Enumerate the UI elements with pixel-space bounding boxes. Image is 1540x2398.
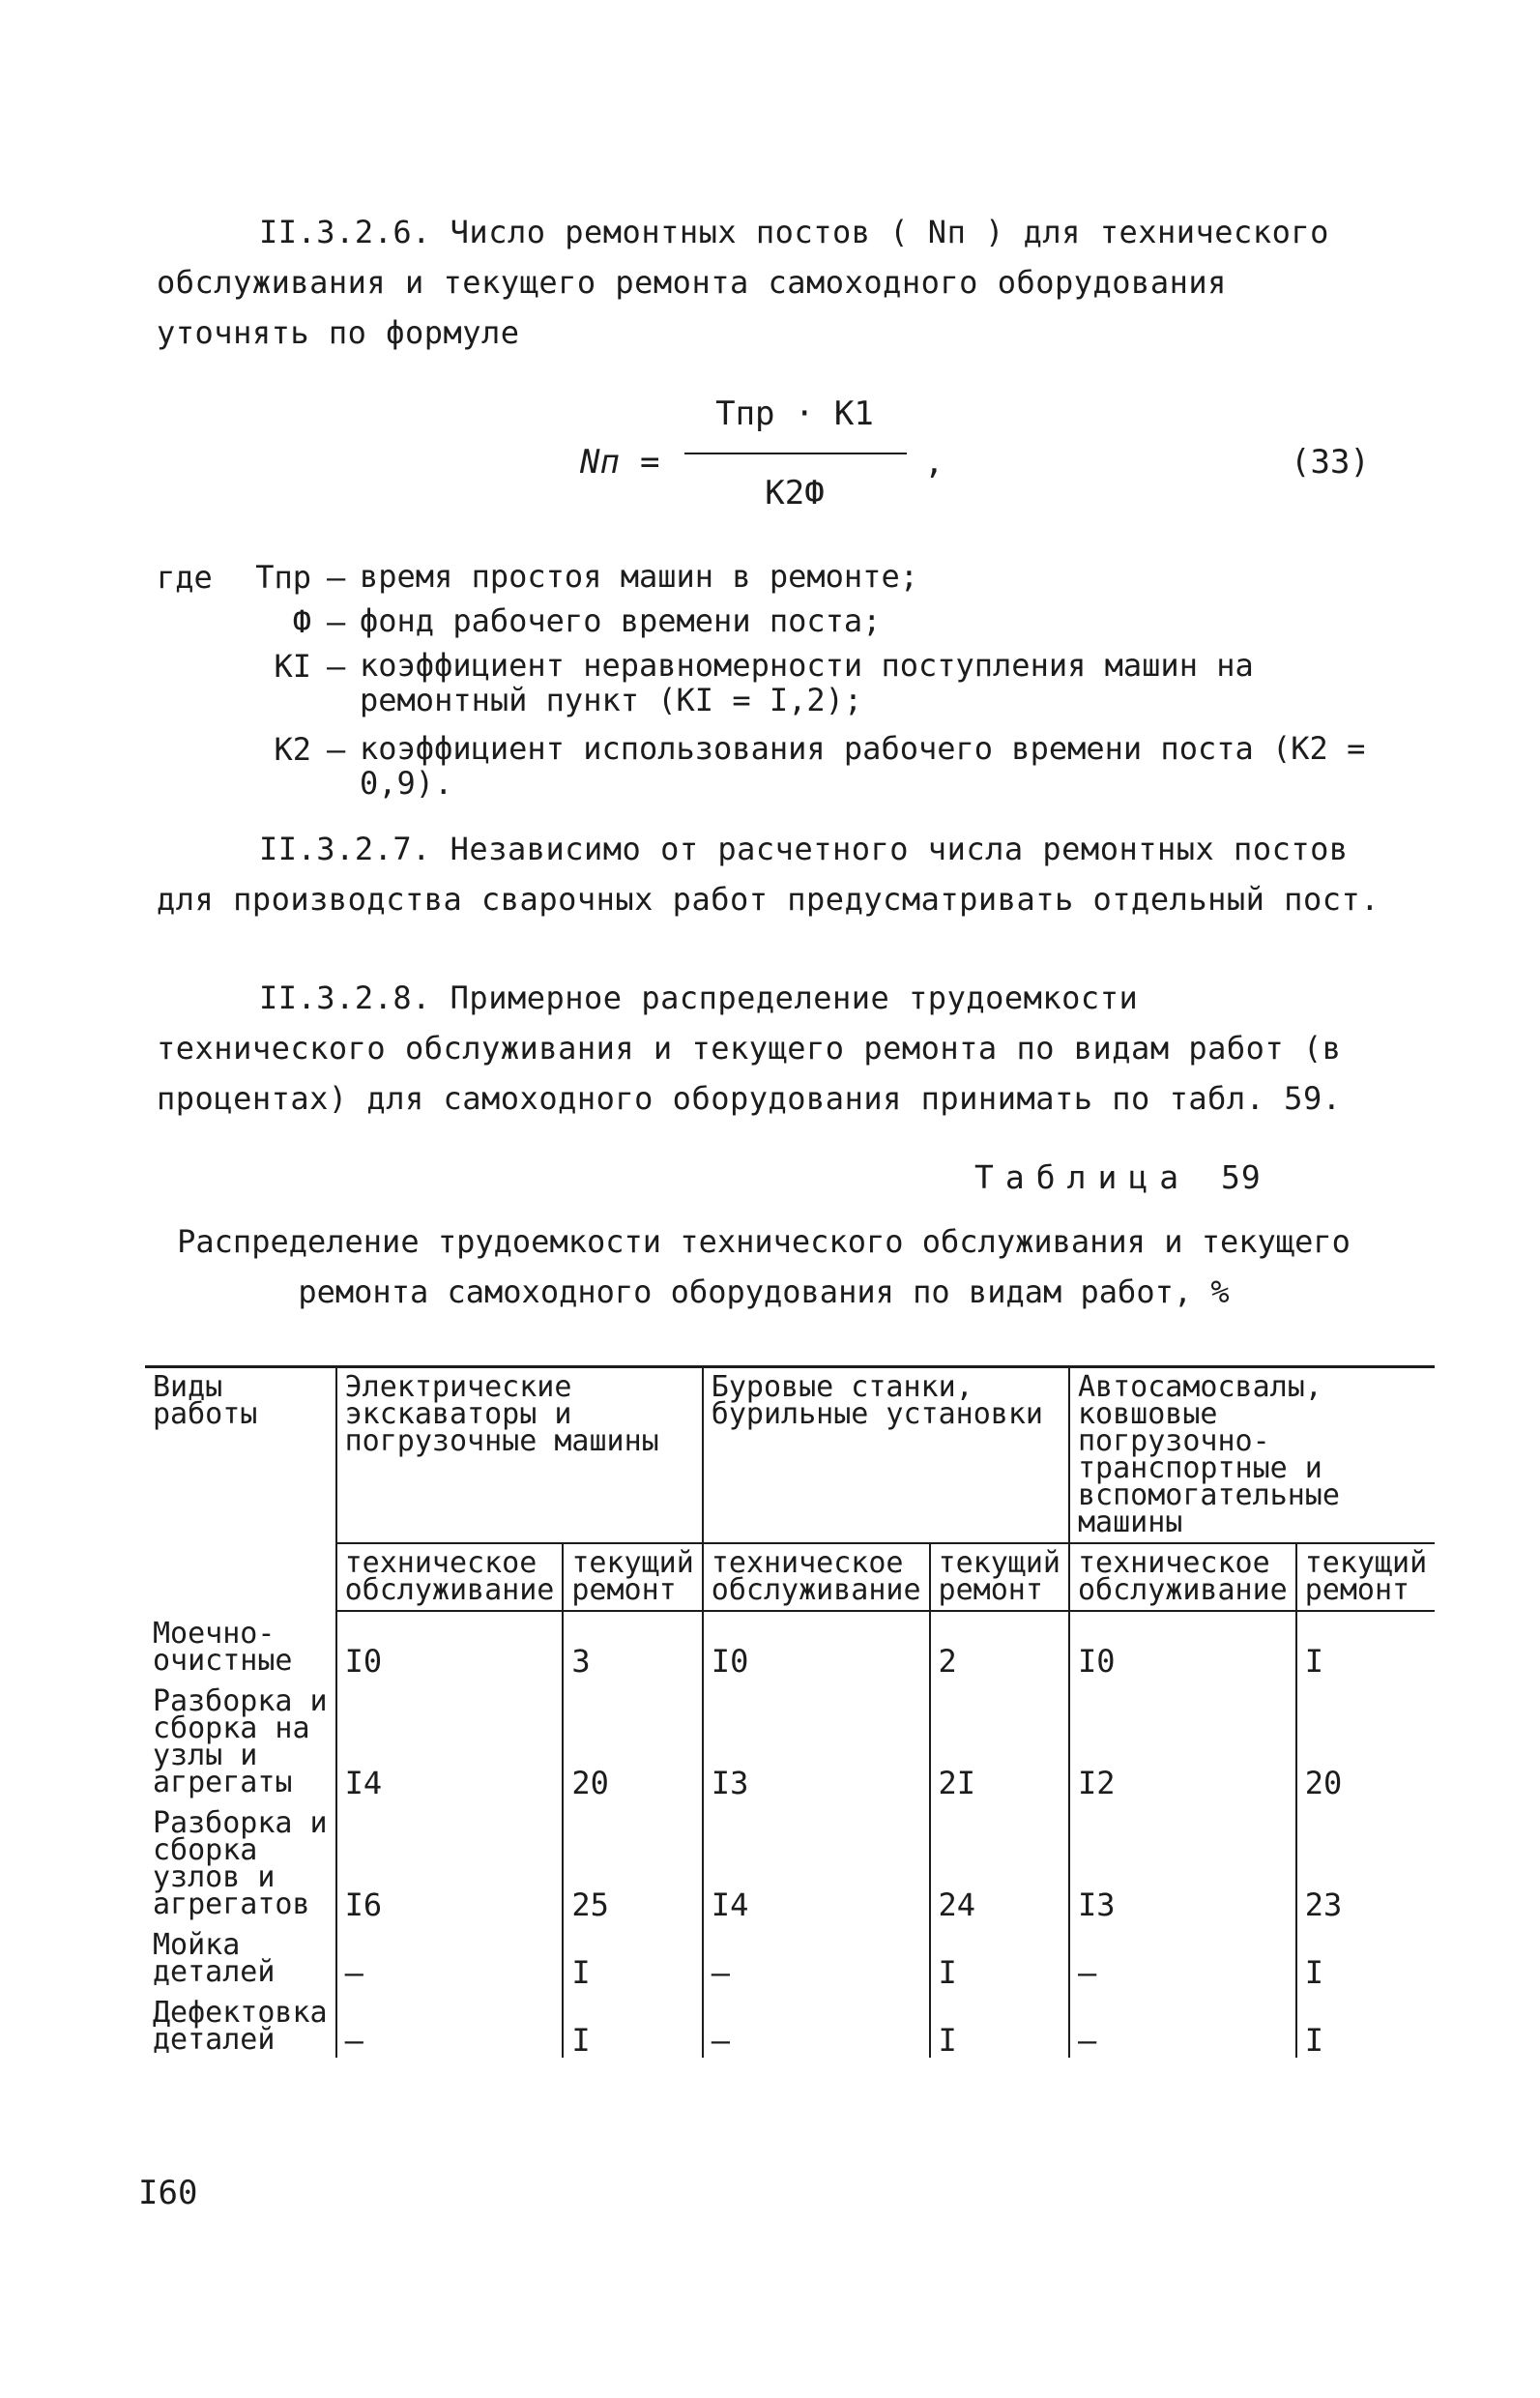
paragraph-11-3-2-8: II.3.2.8. Примерное распределение трудоемкости технического обслуживания и текущего ремонта по видам работ (в процентах) для самоходного оборудования принимать по табл. 59.: [157, 980, 1342, 1117]
table-cell: 24: [930, 1800, 1069, 1922]
fraction-bar: [684, 453, 907, 454]
table-cell: I4: [336, 1679, 564, 1800]
table-cell: I: [563, 1922, 702, 1990]
labor-distribution-table: [145, 1365, 1435, 2058]
row-name: Разборка и сборка узлов и агрегатов: [153, 1806, 328, 1921]
formula-legend: [157, 559, 1394, 814]
table-cell: I: [1296, 1922, 1435, 1990]
table-cell: 20: [563, 1679, 702, 1800]
table-cell: I: [1296, 1611, 1435, 1679]
row-name: Моечно-очистные: [153, 1617, 293, 1678]
sub-header: техническое обслуживание: [336, 1543, 564, 1611]
legend-symbol: КI: [274, 648, 311, 685]
table-cell: I6: [336, 1800, 564, 1922]
table-cell: I: [1296, 1990, 1435, 2058]
sub-header: текущий ремонт: [930, 1543, 1069, 1611]
paragraph-11-3-2-6: II.3.2.6. Число ремонтных постов ( Nп ) для технического обслуживания и текущего ремонта самоходного оборудования уточнять по формуле: [157, 214, 1329, 351]
page-number: I60: [138, 2174, 198, 2212]
formula-number: (33): [1291, 443, 1370, 482]
table-title: Распределение трудоемкости технического обслуживания и текущего ремонта самоходного оборудования по видам работ, %: [177, 1223, 1351, 1310]
table-cell: I0: [703, 1611, 930, 1679]
table-number: 59: [1220, 1158, 1262, 1196]
table-cell: 23: [1296, 1800, 1435, 1922]
table-cell: I3: [1069, 1800, 1296, 1922]
formula-lhs: Nп: [580, 443, 620, 482]
table-label: [974, 1158, 1262, 1196]
table-cell: I: [563, 1990, 702, 2058]
legend-symbol: Тпр: [255, 559, 311, 596]
formula-comma: ,: [924, 443, 944, 482]
legend-row: [157, 648, 1394, 731]
legend-symbol: Ф: [292, 603, 311, 640]
sub-header: текущий ремонт: [563, 1543, 702, 1611]
table-row: [145, 1922, 1435, 1990]
legend-row: [157, 559, 1394, 603]
table-cell: 2I: [930, 1679, 1069, 1800]
legend-text: фонд рабочего времени поста;: [360, 602, 882, 639]
row-name: Дефектовка деталей: [153, 1996, 328, 2057]
table-row: [145, 1990, 1435, 2058]
formula-33: [580, 395, 1392, 540]
table-corner-header: Виды работы: [145, 1367, 336, 1612]
table-cell: I3: [703, 1679, 930, 1800]
sub-header: текущий ремонт: [1296, 1543, 1435, 1611]
sub-header: техническое обслуживание: [1069, 1543, 1296, 1611]
table-cell: –: [1069, 1922, 1296, 1990]
table-cell: –: [703, 1990, 930, 2058]
table-cell: 2: [930, 1611, 1069, 1679]
table-cell: I0: [1069, 1611, 1296, 1679]
table-label-word: Таблица: [974, 1158, 1191, 1196]
table-cell: –: [703, 1922, 930, 1990]
legend-text: коэффициент неравномерности поступления машин на ремонтный пункт (КI = I,2);: [360, 647, 1254, 718]
group-header: Буровые станки, бурильные установки: [703, 1367, 1069, 1544]
table-row: [145, 1611, 1435, 1679]
legend-text: время простоя машин в ремонте;: [360, 558, 918, 595]
table-cell: –: [336, 1990, 564, 2058]
legend-row: [157, 731, 1394, 814]
table-cell: –: [1069, 1990, 1296, 2058]
legend-dash: –: [327, 559, 346, 596]
legend-symbol: К2: [274, 731, 311, 768]
table-row: [145, 1800, 1435, 1922]
row-name: Мойка деталей: [153, 1928, 276, 1989]
legend-dash: –: [327, 603, 346, 640]
group-header: Автосамосвалы, ковшовые погрузочно-транспортные и вспомогательные машины: [1069, 1367, 1435, 1544]
table-cell: –: [336, 1922, 564, 1990]
group-header: Электрические экскаваторы и погрузочные машины: [336, 1367, 703, 1544]
table-cell: 3: [563, 1611, 702, 1679]
legend-dash: –: [327, 731, 346, 768]
paragraph-11-3-2-7: II.3.2.7. Независимо от расчетного числа ремонтных постов для производства сварочных работ предусматривать отдельный пост.: [157, 831, 1380, 918]
formula-denominator: К2Ф: [765, 474, 825, 512]
table-cell: 25: [563, 1800, 702, 1922]
table-cell: I: [930, 1990, 1069, 2058]
legend-dash: –: [327, 648, 346, 685]
table-cell: 20: [1296, 1679, 1435, 1800]
formula-equals: =: [640, 443, 660, 482]
table-cell: I: [930, 1922, 1069, 1990]
table-row: [145, 1679, 1435, 1800]
formula-numerator: Тпр · К1: [715, 395, 874, 433]
row-name: Разборка и сборка на узлы и агрегаты: [153, 1684, 328, 1799]
legend-text: коэффициент использования рабочего времени поста (К2 = 0,9).: [360, 730, 1366, 802]
table-cell: I0: [336, 1611, 564, 1679]
legend-row: [157, 603, 1394, 648]
table-cell: I4: [703, 1800, 930, 1922]
legend-intro: где: [157, 559, 213, 596]
table-cell: I2: [1069, 1679, 1296, 1800]
sub-header: техническое обслуживание: [703, 1543, 930, 1611]
